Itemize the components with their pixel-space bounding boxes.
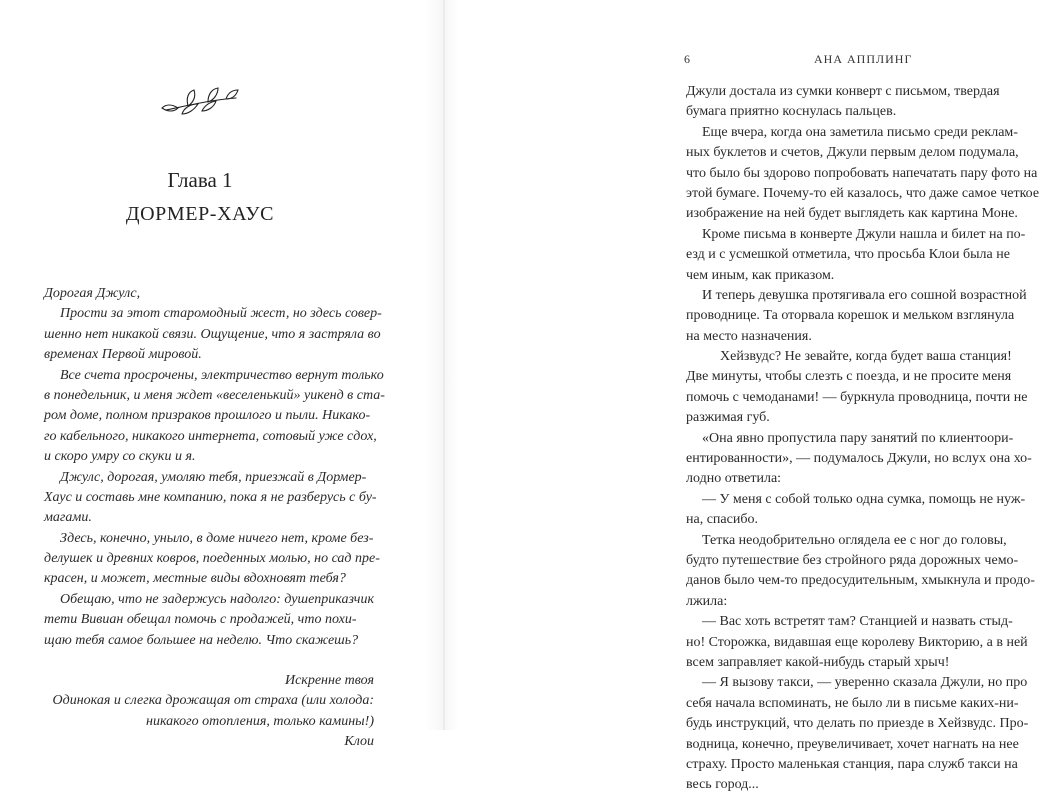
letter-line: шенно нет никакой связи. Ощущение, что я застряла во [44,326,381,342]
body-line: но! Сторожка, видавшая еще королеву Викторию, а в ней [686,634,1028,650]
body-line: — Я вызову такси, — уверенно сказала Джули, но про [702,675,1028,691]
body-line: Джули достала из сумки конверт с письмом, твердая [686,84,1000,99]
body-line: данов было чем-то предосудительным, хмыкнула и продо- [686,573,1035,589]
body-line: будь инструкций, что делать по приезде в Хейзвудс. Про- [686,716,1029,732]
gutter-shadow-right [445,0,459,730]
body-line: на место назначения. [686,328,812,344]
body-line: что было бы здорово попробовать напечатать пару фото на [686,165,1038,181]
letter-line: Прости за этот старомодный жест, но здесь совер- [60,306,382,322]
body-line: проводнице. Та оторвала корешок и мельком взглянула [686,308,1015,324]
body-line: всем заправляет какой-нибудь старый хрыч! [686,654,950,670]
body-line: лодно ответила: [686,471,782,487]
page-number: 6 [684,52,690,66]
letter-line: временах Первой мировой. [44,347,202,363]
letter-line: и скоро умру со скуки и я. [44,449,196,465]
gutter-shadow-left [425,0,443,730]
body-line: Две минуты, чтобы слезть с поезда, и не просите меня [686,369,1012,385]
letter-line: Одинокая и слегка дрожащая от страха (или холода: [52,693,374,709]
body-line: ных буклетов и счетов, Джули первым делом подумала, [686,145,1019,161]
body-line: Еще вчера, когда она заметила письмо среди реклам- [702,124,1018,140]
body-line: И теперь девушка протягивала его сошной возрастной [702,287,1027,303]
letter-line: Клои [344,734,374,750]
chapter-number: Глава 1 [167,168,233,192]
letter-line: Хаус и составь мне компанию, пока я не разберусь с бу- [44,489,377,505]
letter-line: ром доме, полном призраков прошлого и пыли. Никако- [44,408,371,424]
body-line: этой бумаге. Почему-то ей казалось, что даже самое четкое [686,185,1040,201]
chapter-title: ДОРМЕР-ХАУС [125,203,275,225]
letter-line: Джулс, дорогая, умоляю тебя, приезжай в Дормер- [60,469,367,485]
letter-line: Все счета просрочены, электричество вернут только [60,367,384,383]
body-line: Кроме письма в конверте Джули нашла и билет на по- [702,226,1026,242]
body-line: ентированности», — подумалось Джули, но вслух она хо- [686,451,1032,467]
letter-line: Обещаю, что не задержусь надолго: душеприказчик [60,591,375,607]
body-line: будто путешествие без стройного ряда дорожных чемо- [686,552,1019,568]
letter-line: никакого отопления, только камины!) [146,713,374,729]
letter-line: Здесь, конечно, уныло, в доме ничего нет, кроме без- [60,530,374,546]
leaf-branch-icon [158,84,242,118]
body-line: — У меня с собой только одна сумка, помощь не нуж- [702,491,1026,507]
body-line: весь город... [686,777,759,793]
body-line: изображение на ней будет выглядеть как картина Моне. [686,206,1018,222]
body-line: себя начала вспоминать, не было ли в письме каких-ни- [686,695,1019,711]
body-line: — Вас хоть встретят там? Станцией и назвать стыд- [702,614,1013,630]
body-text [686,82,1040,796]
letter-line: тети Вивиан обещал помочь с продажей, что похи- [44,612,357,628]
body-line: страху. Просто маленькая станция, пара служб такси на [686,756,1018,772]
letter-line: красен, и может, местные виды вдохновят тебя? [44,571,346,587]
letter-line: щаю тебя самое большее на неделю. Что скажешь? [44,632,359,648]
body-line: помочь с чемоданами! — буркнула проводница, почти не [686,389,1028,405]
letter-line: магами. [44,510,92,526]
letter-line: делушек и древних ковров, поеденных молью, но сад пре- [44,551,380,567]
body-line: лжила: [686,593,728,609]
letter-line: го кабельного, никакого интернета, сотовый уже сдох, [44,428,377,444]
body-line: Тетка неодобрительно оглядела ее с ног до головы, [702,532,1007,548]
body-line: на, спасибо. [686,512,758,528]
body-line: водница, конечно, преувеличивает, хочет нагнать на нее [686,736,1019,752]
letter-text [44,284,385,753]
body-line: Хейзвудс? Не зевайте, когда будет ваша станция! [720,349,1012,365]
body-line: «Она явно пропустила пару занятий по клиентоори- [702,430,1014,446]
body-line: чем иным, как приказом. [686,267,835,283]
letter-line [44,651,374,671]
letter-line: Искренне твоя [284,673,374,689]
letter-line: в понедельник, и меня ждет «веселенький» уикенд в ста- [44,387,385,403]
letter-line: Дорогая Джулс, [44,286,141,301]
body-line: бумага приятно коснулась пальцев. [686,104,897,120]
body-line: езд и с усмешкой отметила, что просьба Клои была не [686,247,1010,263]
running-head: АНА АППЛИНГ [814,52,913,66]
body-line: разжимая губ. [686,410,770,426]
